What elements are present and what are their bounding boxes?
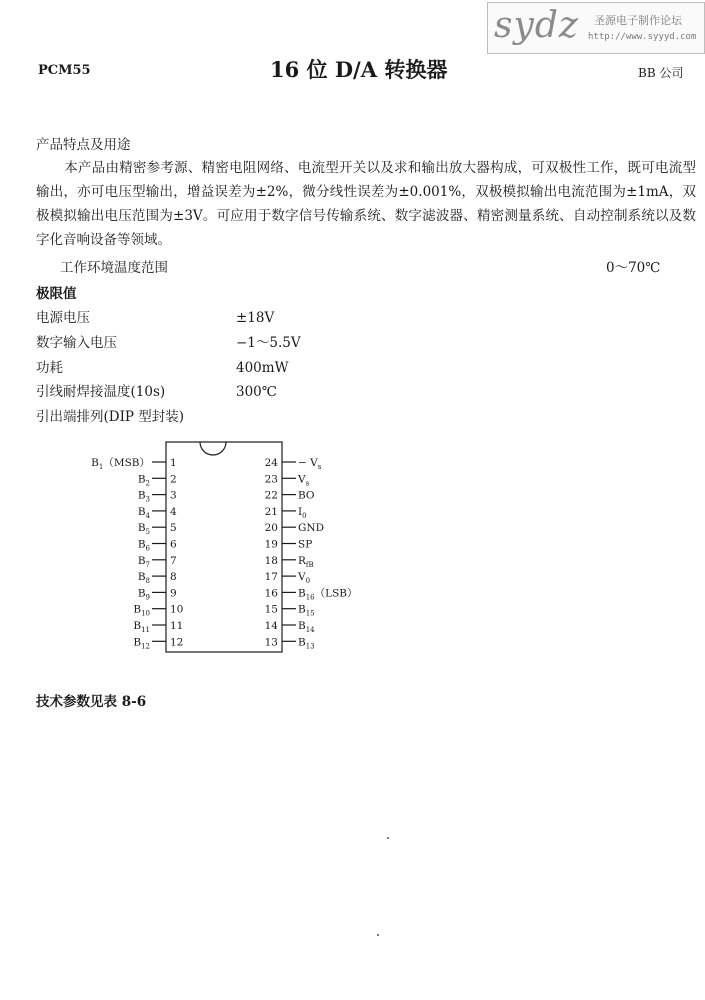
pin-number: 2 [170,473,177,486]
pin-signal-subscript: 4 [145,511,150,520]
pin-number: 7 [170,554,177,567]
pin-number: 6 [170,538,177,551]
pin-number: 5 [170,522,177,535]
pin-signal [138,522,150,536]
pin-signal [298,604,315,618]
pin-15 [265,604,315,618]
pin-signal-name: B [137,554,146,567]
pin-signal [138,506,151,520]
pin-number: 8 [170,571,177,584]
pin-number: 13 [264,636,278,649]
watermark-logo-text: sydz [494,5,579,46]
pin-signal [138,473,150,487]
pin-signal [298,522,324,534]
limit-label: 功耗 [36,360,63,376]
pin-signal [298,506,307,520]
pin-signal [138,555,150,569]
pin-signal-subscript: s [317,463,322,471]
pin-number: 15 [264,603,278,616]
temp-range-label: 工作环境温度范围 [60,260,168,276]
limit-value: ±18V [236,310,275,326]
left-pin-group [91,457,183,650]
pin-number: 14 [264,620,278,632]
pin-number: 19 [264,538,278,551]
pin-signal-subscript: 2 [145,479,150,488]
pin-signal-subscript: 0 [302,511,307,520]
pin-10 [133,604,183,618]
pin-signal-subscript: 15 [305,609,315,618]
watermark-site-name: 圣源电子制作论坛 [594,14,682,27]
pin-signal-name: B [298,636,306,649]
pin-signal-name: B [137,538,146,551]
pin-number: 10 [170,603,184,616]
pin-signal [298,457,322,471]
pin-signal-name: B [137,522,146,535]
pin-number: 18 [264,554,278,567]
pin-signal [297,571,310,585]
pin-6 [138,539,177,553]
scan-speck [387,837,389,839]
pin-signal [133,620,150,634]
pin-19 [265,539,313,551]
pin-number: 16 [264,587,278,600]
pin-number: 3 [170,489,177,502]
pin-signal-name: B [298,620,306,632]
pin-signal-subscript: 7 [145,560,150,569]
pin-4 [138,506,177,520]
limit-value: 300℃ [236,384,277,400]
pin-signal [138,539,151,553]
pin-number: 22 [264,489,278,502]
pin-signal [298,636,315,650]
limit-label: 电源电压 [36,310,90,326]
pin-1 [91,457,177,471]
pin-2 [138,473,177,487]
pin-18 [265,555,314,569]
features-paragraph-text: 本产品由精密参考源、精密电阻网络、电流型开关以及求和输出放大器构成，可双极性工作，既可电流型输出，亦可电压型输出，增益误差为±2%，微分线性误差为±0.001%，双极模拟输出电流范围为±1mA，双极模拟输出电压范围为±3V。可应用于数字信号传输系统、数字滤波器、精密测量系统、自动控制系统以及数字化音响设备等领域。 [36,160,696,248]
pin-signal-name: B [137,587,146,600]
pin-signal-subscript: 6 [145,544,150,553]
pin-signal [297,473,310,487]
pin-signal-name: SP [298,538,313,551]
pin-number: 20 [264,522,278,535]
pin-signal-note: （MSB） [103,457,150,469]
pin-signal-subscript: 16 [305,593,315,602]
pin-signal [91,457,150,471]
pin-signal-name: R [298,554,306,567]
pin-11 [133,620,183,634]
page-title: 16 位 D/A 转换器 [270,57,448,82]
pin-signal-name: B [133,636,142,649]
pin-signal-subscript: 0 [305,577,311,586]
pin-number: 1 [170,457,177,469]
pin-signal-subscript: 12 [141,642,150,651]
pin-signal-name: I [298,505,303,518]
limit-value: 400mW [236,360,289,376]
pin-signal-subscript: 11 [141,626,150,634]
part-code: PCM55 [38,63,91,78]
pin-number: 11 [170,620,184,632]
pin-17 [265,571,310,585]
limits-heading: 极限值 [36,286,77,302]
pin-23 [265,473,310,487]
pin-signal-name: B [298,603,306,616]
pin-number: 4 [170,505,177,518]
pin-signal-name: B [137,505,146,518]
pin-signal-name: B [137,489,146,502]
pin-signal-subscript: 13 [305,642,315,651]
pin-signal [133,604,150,618]
limit-label: 数字输入电压 [36,335,117,351]
pin-signal-subscript: 3 [145,495,150,504]
pin-7 [138,555,177,569]
pin-16 [265,587,358,601]
limit-label: 引线耐焊接温度(10s) [36,384,166,400]
pin-signal [298,620,315,634]
pin-signal-name: V [298,473,306,486]
pin-signal-name: B [298,587,306,600]
pin-signal-subscript: s [305,479,310,488]
manufacturer: BB 公司 [638,66,684,80]
pin-signal [298,587,358,601]
pin-signal [298,555,314,569]
pin-3 [138,490,177,504]
table-reference: 技术参数见表 8-6 [36,694,147,710]
pin-signal-subscript: 9 [145,593,150,602]
scan-speck [377,934,379,936]
pinout-heading: 引出端排列(DIP 型封装) [36,409,185,425]
watermark-logo [487,2,705,54]
pin-number: 21 [264,505,278,518]
pin-22 [265,490,315,502]
limit-value: −1～5.5V [236,335,301,351]
pin-signal [133,636,150,650]
pin-signal-name: GND [298,522,324,535]
pin-signal-name: B [133,620,142,632]
pin-signal-subscript: 10 [141,609,150,618]
pin-signal-subscript: 8 [145,577,150,586]
pin-signal-subscript: 14 [305,626,315,634]
pin-signal [138,587,150,601]
pin-signal-note: （LSB） [314,587,358,600]
pin-signal [138,571,150,585]
pin-number: 12 [170,636,184,649]
pin-8 [138,571,177,585]
pin-signal-subscript: fB [305,560,314,569]
pin-12 [133,636,183,650]
pin-number: 17 [264,571,278,584]
pin-signal-name: − V [298,457,318,469]
pin-14 [265,620,316,634]
dip24-pinout-diagram [80,438,380,663]
pin-24 [265,457,322,471]
features-heading: 产品特点及用途 [36,137,131,153]
watermark-url: http://www.syyyd.com [588,32,697,42]
pin-20 [265,522,324,534]
pin-signal-subscript: 1 [98,463,104,471]
pin-number: 24 [264,457,278,469]
pin-signal-name: B [91,457,99,469]
pin-signal-name: BO [298,489,315,502]
pin-signal [298,490,315,502]
pin-13 [265,636,315,650]
pin-signal [138,490,150,504]
pin-number: 23 [264,473,278,486]
pin-5 [138,522,177,536]
pin-number: 9 [170,587,177,600]
pin-signal-name: B [137,473,146,486]
pin-signal-name: B [133,603,142,616]
right-pin-group [265,457,358,650]
pin-signal [298,539,312,551]
pin-signal-subscript: 5 [145,528,150,537]
ic-notch [200,442,226,455]
pin-signal-name: V [298,571,306,584]
pin-21 [265,506,307,520]
temp-range-value: 0～70℃ [606,260,661,276]
pin-signal-name: B [137,571,146,584]
features-paragraph [36,156,696,252]
pin-9 [138,587,177,601]
